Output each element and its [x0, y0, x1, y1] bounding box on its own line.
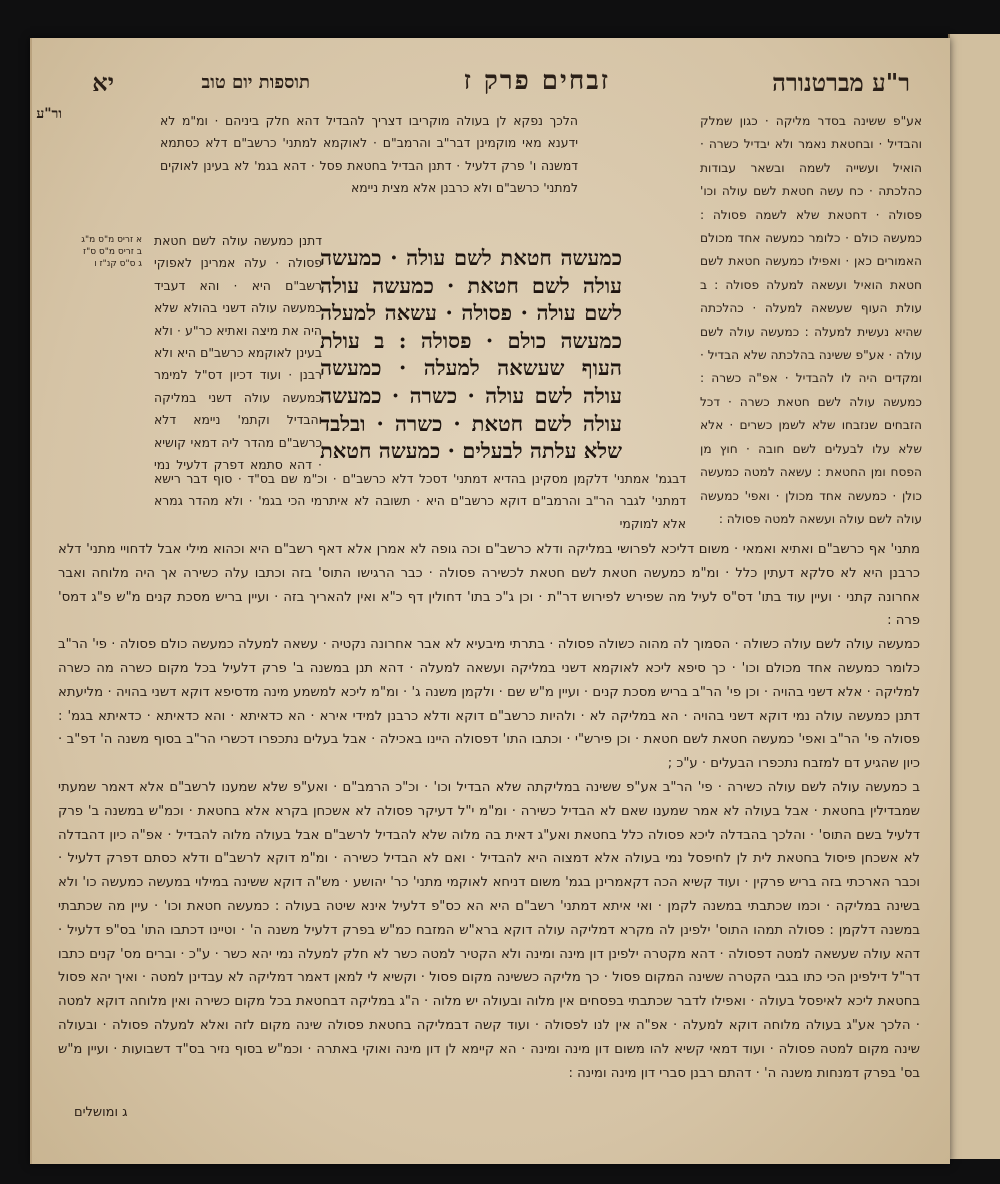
bartenura-text: אע"פ ששינה בסדר מליקה · כגון שמלק והבדיל · ובחטאת נאמר ולא יבדיל כשרה · הואיל ועשייה לשמה ובשאר עבודות כהלכתה · כח עשה חטאת לשם עולה וכו' פסולה · דחטאת שלא לשמה פסולה : כמעשה כולם · כלומר כמעשה אחד מכולם האמורים כאן · ואפילו כמעשה חטאת לשם חטאת הואיל ועשאה למעלה פסולה : ב עולת העוף שעשאה למעלה · כהלכתה שהיא נעשית למעלה : כמעשה עולה לשם עולה · אע"פ ששינה בהלכתה שלא הבדיל · ומקדים היה לו להבדיל · אפ"ה כשרה : כמעשה עולה לשם חטאת כשרה · דכל הזבחים שנזבחו שלא לשמן כשרים · אלא שלא עלו לבעלים לשם חובה · חוץ מן הפסח ומן החטאת : עשאה למטה כמעשה כולן · כמעשה אחד מכולן · ואפי' כמעשה עולה לשם עולה ועשאה למטה פסולה :	[700, 114, 922, 526]
tosafot-under-text: דבגמ' אמתני' דלקמן מסקינן בהדיא דמתני' דסכל דלא כרשב"ם · וכ"מ שם בס"ד · סוף דבר רישא דמתני' לגבר הר"ב והרמב"ם דוקא כרשב"ם היא · תשובה לא איתרמי הכי בגמ' · ולא מהדר גמרא אלא למוקמי	[154, 471, 686, 530]
lower-paragraph: כמעשה עולה לשם עולה כשולה · הסמוך לה מהוה כשולה פסולה · בתרתי מיבעיא לא אבר אחרונה נקטיה · עשאה למעלה כמעשה כולם פסולה · פי' הר"ב כלומר כמעשה אחד מכולם וכו' · כך סיפא ליכא לאוקמא דשני במליקה ועשאה למעלה · דהא תנן במשנה ב' פרק דלעיל בכל מקום כשרה מה כשרה למליקה · אלא דשני בהויה · וכן פי' הר"ב בריש מסכת קנים · ועיין מ"ש שם · ולקמן משנה ג' · ומ"מ ליכא למשמע מינה מדסיפא דוקא דשני בהויה · מליעתא דתנן כמעשה עולה נמי דוקא דשני בהויה · הא במליקה לא · ולהיות כרשב"ם דוקא ודלא כרבנן למידי אירא · הא כדאיתא · והא כדאיתא · כדאיתא בגמ' : פסולה פי' הר"ב ואפי' כמעשה חטאת לשם חטאת · וכן פירש"י · וכתבו התו' דפסולה היינו באכילה · אבל בעלים נתכפרו דכשרי הר"ב בסוף משנה ה' דפ"ב · כיון שהגיע דם למזבח נתכפרו הבעלים · ע"כ ;	[58, 637, 920, 772]
lower-paragraph: ב כמעשה עולה לשם עולה כשירה · פי' הר"ב אע"פ ששינה במליקתה שלא הבדיל וכו' · וכ"כ הרמב"ם · ואע"פ שלא שמענו לרשב"ם אלא דאמר שמעתי שמבדילין בחטאת · אבל בעולה לא אמר שמענו שאם לא הבדיל כשירה · ומ"מ י"ל דעיקר פסולה לא אשכחן בקרא אלא בחטאת · וכמ"ש במשנה ב' פרק דלעיל בשם התוס' · והלכך בהבדלה ליכא פסולה כלל בחטאת ואע"ג דאית בה מלוה שלא להבדיל לרשב"ם אבל בעולה מלוה להבדיל · אפ"ה כיון דהבדלה לא אשכחן פיסול בחטאת לית לן לחיפסל נמי בעולה אלא דמצוה היא להבדיל · ואם לא הבדיל כשירה · ומ"מ דוקא לרשב"ם ודלא כסתם דפרק דלעיל · וכבר הארכתי בזה בריש פרקין · ועוד קשיא הכה דקאמרינן בגמ' משום דניחא לאוקמי מתני' כר' יהושע · מש"ה דוקא ששינה במילוי במעשה כמעשה כו' ולא בשינה במליקה · וכמו שכתבתי במשנה לקמן · ואי איתא דמתני' רשב"ם היא הא כס"פ דלעיל אינא שיטה בעולה : כמעשה חטאת וכו' · עיין מה שכתבתי במשנה דלקמן : פסולה תמהו התוס' ילפינן לה מקרא דמליקה עולה דוקא ברא"ש המזבח כמ"ש בפרק דלעיל משנה ה' · וטיינו דכתבו התו' בס"פ דלעיל · דהא עולה שעשאה למטה דפסולה · דהא מקטרה ילפינן דון מינה ומינה ולא הקטיר למטה כשר לא חלק למעלה נמי יהא כשר · ע"כ · וברים מס' קנים כתבו דר"ל דילפינן הכי כתו בגבי הקטרה ששינה המקום פסול · כך מליקה כששינה מקום פסול · וקשיא לי למאן דאמר דמליקה לא עבדינן למטה · ואיך יהא פסול בחטאת ליכא לאיפסל בעולה · ואפילו לדבר שכתבתי בפסחים אין מלוה ובעולה יש מלוה · ה"ג במליקה דבחטאת בכל מקום כשירה ואין מלוחה דוקא למטה · הלכך אע"ג בעולה מלוחה דוקא למעלה · אפ"ה אין לנו לפסולה · ועוד קשה דבמליקה בחטאת פסולה שינה מקום לזה ואלא למעלה פסולה · ובעולה שינה מקום למטה פסולה · ועוד דמאי קשיא להו משום דון מינה ומינה · הא קיימא לן דון מינה ואוקי באתרה · וכמ"ש בסוף נזיר בס"ד דשבועות · ועיין מ"ש בס' בפרק דמנחות משנה ה' · דהתם רבנן סברי דון מינה ומינה :	[58, 779, 920, 1081]
tosafot-top-text: הלכך נפקא לן בעולה מוקריבו דצריך להבדיל דהא חלק ביניהם · ומ"מ לא ידענא מאי מוקמינן דבר"ב והרמב"ם · לאוקמא למתני' כרשב"ם דלא כסתמא דמשנה ו' פרק דלעיל · דתנן הבדיל בחטאת פסל · דהא בגמ' לא בעינן לאוקים למתני' כרשב"ם ולא כרבנן אלא מצית ניימא	[160, 113, 578, 196]
mishnah-text-block	[320, 244, 622, 466]
bottom-catchword: ג ומושלים	[74, 1105, 128, 1120]
marginal-ref-1: א זריס מ"ס מ"ג	[81, 235, 142, 245]
running-head-bartenura: ר"ע מברטנורה	[772, 68, 910, 97]
running-head-tractate-chapter: זבחים פרק ז	[463, 66, 610, 96]
running-head	[32, 66, 950, 122]
tosafot-top-block	[160, 110, 578, 230]
running-head-tosafot: תוספות יום טוב	[201, 72, 310, 93]
next-page-edge	[948, 34, 1000, 1159]
marginal-ref-3: ג ס"ס קנ"ז ו	[94, 259, 142, 269]
marginal-references	[46, 234, 142, 306]
lower-paragraph: מתני' אף כרשב"ם ואתיא ואמאי · משום דליכא לפרושי במליקה ודלא כרשב"ם וכה גופה לא אמרן אלא דאף רשב"ם היא וכהוא מילי אבל לדחויי מתני' דלא כרבנן היא לא סלקא דעתין כלל · ומ"מ כמעשה חטאת לשם חטאת לכשירה פסולה · כבר הרגישו התוס' בזה וכתבו עלה כשירה אך היה מלוחה ואבר אחרונה קתני · ועיין עוד בתו' דס"ס לעיל מה שפירש לפירוש דר"ת · וכן ג"כ בתו' דחולין דף כ"א ואין להאריך בזה · ועיין בריש מסכת קנים מ"ש פ"ג דמס' פרה :	[58, 542, 920, 629]
tosafot-side-block	[154, 230, 322, 472]
mishnah-text: כמעשה חטאת לשם עולה · כמעשה עולה לשם חטאת · כמעשה עולה לשם עולה · פסולה · עשאה למעלה כמעשה כולם · פסולה : ב עולת העוף שעשאה למעלה · כמעשה עולה לשם עולה · כשרה · כמעשה עולה לשם חטאת · כשרה · ובלבד שלא עלתה לבעלים · כמעשה חטאת	[320, 245, 622, 464]
tosafot-side-text: דתנן כמעשה עולה לשם חטאת פסולה · עלה אמרינן לאפוקי רשב"ם היא · והא דעביד כמעשה עולה דשני בהולא שלא היה את מיצה ואתיא כר"ע · ולא בעינן לאוקמא כרשב"ם היא ולא רבנן · ועוד דכיון דס"ל למימר כמעשה עולה דשני במליקה והבדיל וקתמ' ניימא דלא כרשב"ם מהדר ליה דמאי קושיא · דהא סתמא דפרק דלעיל נמי	[154, 233, 322, 472]
tosafot-under-block	[154, 468, 686, 530]
tosafot-yom-tov-lower	[58, 538, 920, 1103]
top-catchword: ור"ע	[36, 106, 62, 122]
page-number: יא	[92, 68, 114, 97]
bartenura-commentary	[700, 110, 922, 530]
marginal-ref-2: ב זריס מ"ס ס"ז	[82, 247, 142, 257]
book-page	[30, 38, 950, 1164]
